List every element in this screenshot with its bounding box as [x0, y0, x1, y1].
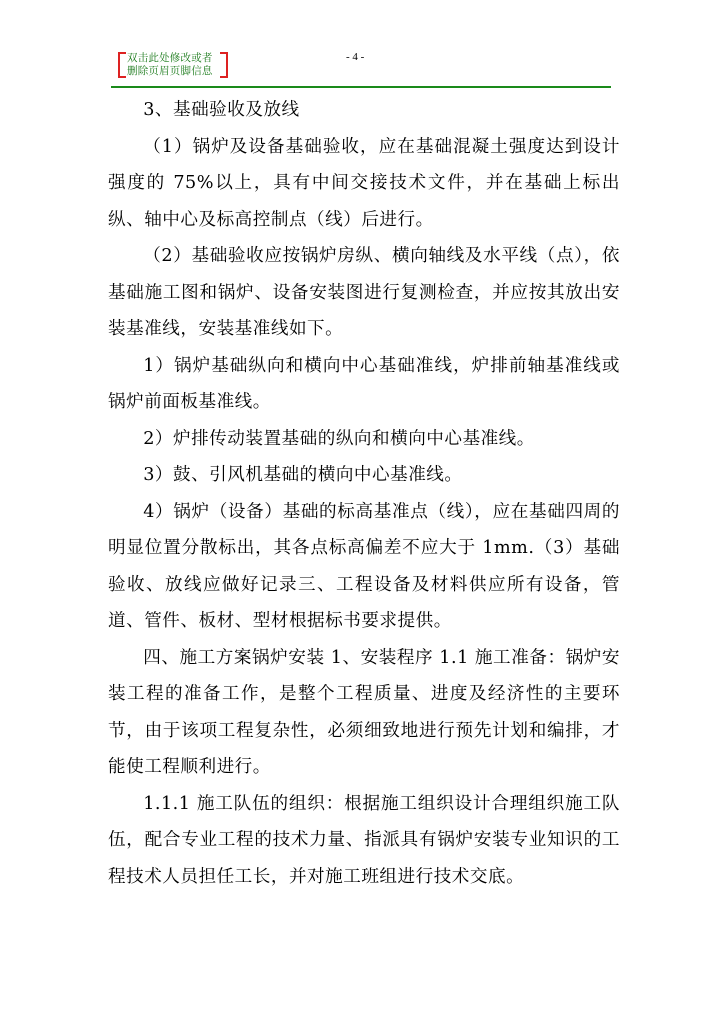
stamp-right-bracket: [220, 52, 228, 78]
stamp-line-2: 删除页眉页脚信息: [127, 65, 213, 77]
page-number: - 4 -: [346, 51, 365, 63]
stamp-text: [127, 52, 213, 78]
document-body: [108, 92, 620, 895]
header-edit-stamp[interactable]: [118, 49, 228, 79]
section-heading: 3、基础验收及放线: [143, 100, 300, 120]
list-item: 1）锅炉基础纵向和横向中心基础准线，炉排前轴基准线或锅炉前面板基准线。: [108, 355, 620, 412]
list-item: 3）鼓、引风机基础的横向中心基准线。: [143, 465, 463, 485]
stamp-line-1: 双击此处修改或者: [127, 52, 213, 64]
list-item: 4）锅炉（设备）基础的标高基准点（线），应在基础四周的明显位置分散标出，其各点标高偏差不应大于 1mm.（3）基础验收、放线应做好记录三、工程设备及材料供应所有设备，管道、管件、板材、型材根据标书要求提供。: [108, 501, 620, 631]
stamp-left-bracket: [118, 52, 126, 78]
header-divider: [111, 86, 611, 88]
list-item: 2）炉排传动装置基础的纵向和横向中心基准线。: [143, 428, 535, 449]
paragraph: 四、施工方案锅炉安装 1、安装程序 1.1 施工准备：锅炉安装工程的准备工作，是整个工程质量、进度及经济性的主要环节，由于该项工程复杂性，必须细致地进行预先计划和编排，才能使工程顺利进行。: [108, 647, 620, 777]
paragraph: 1.1.1 施工队伍的组织：根据施工组织设计合理组织施工队伍，配合专业工程的技术力量、指派具有锅炉安装专业知识的工程技术人员担任工长，并对施工班组进行技术交底。: [108, 793, 620, 887]
paragraph: （2）基础验收应按锅炉房纵、横向轴线及水平线（点），依基础施工图和锅炉、设备安装图进行复测检查，并应按其放出安装基准线，安装基准线如下。: [108, 246, 620, 339]
paragraph: （1）锅炉及设备基础验收，应在基础混凝土强度达到设计强度的 75%以上，具有中间交接技术文件，并在基础上标出纵、轴中心及标高控制点（线）后进行。: [108, 136, 620, 230]
